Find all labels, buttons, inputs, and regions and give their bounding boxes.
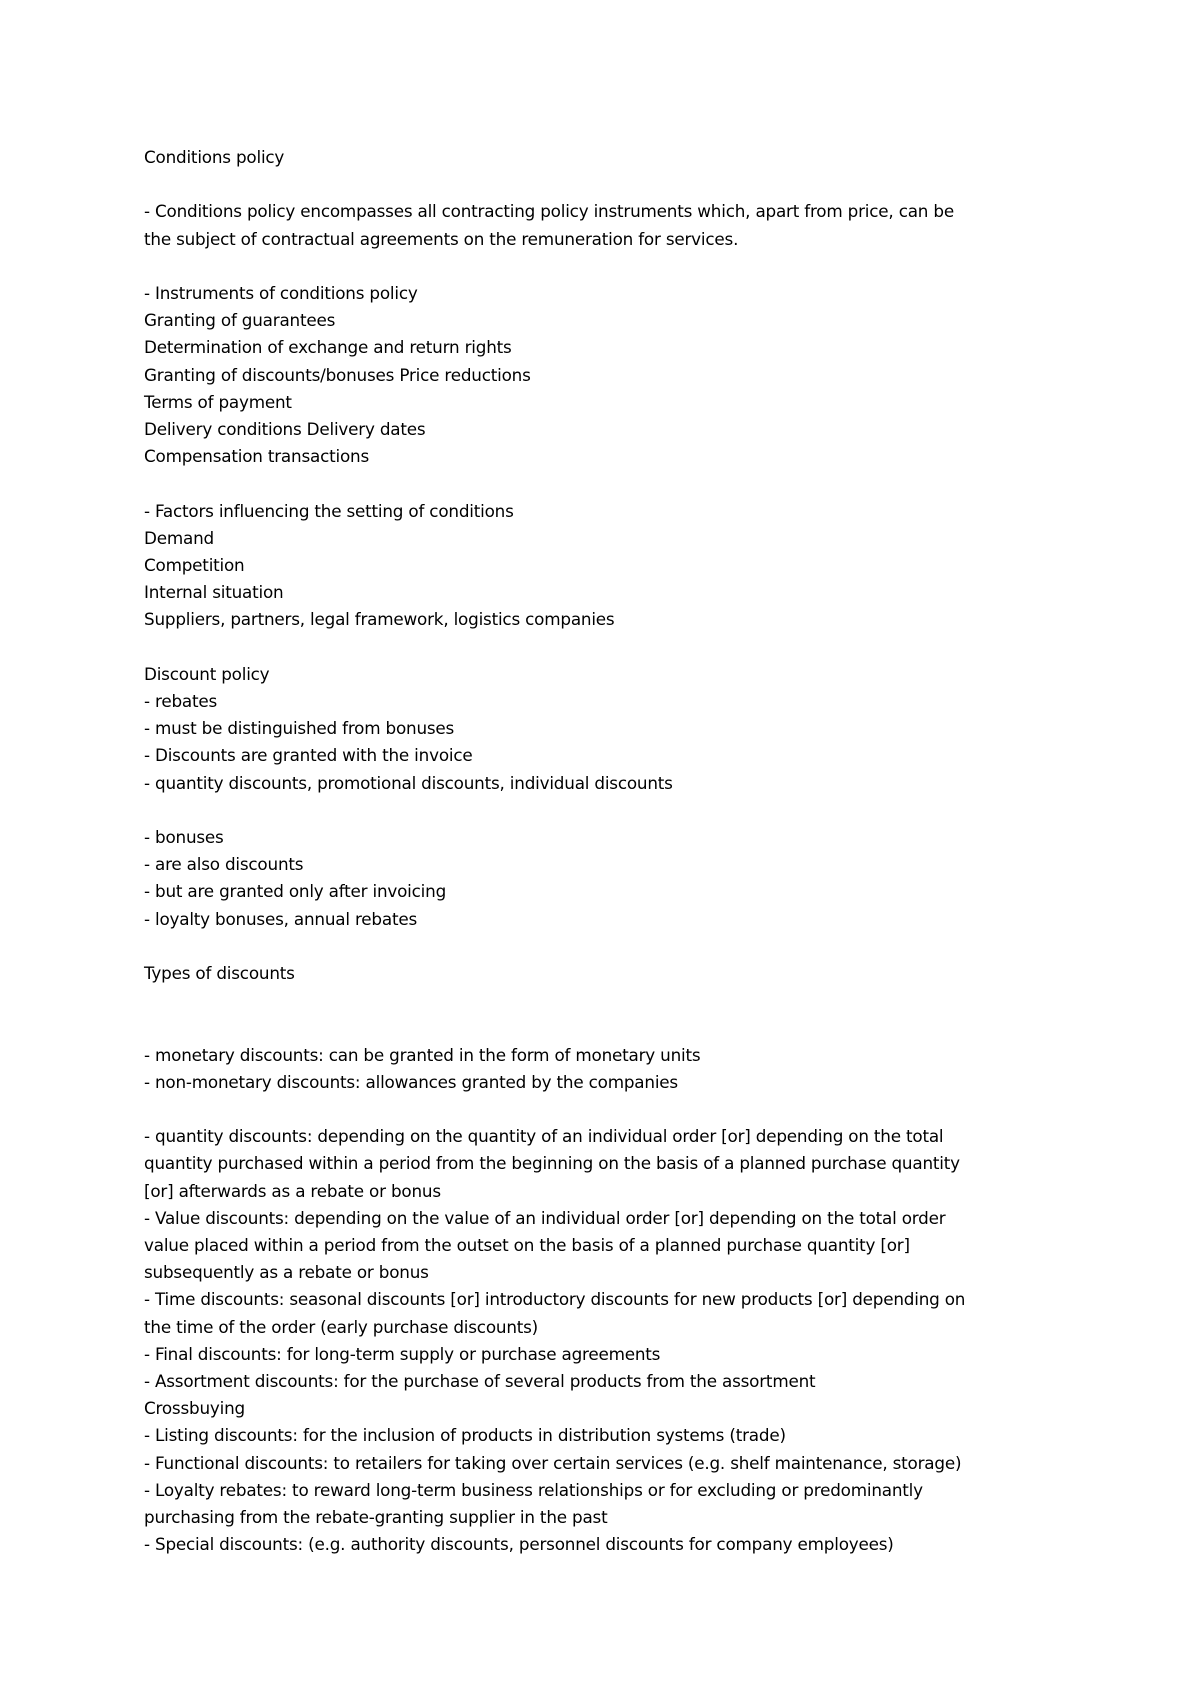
text-line: - quantity discounts: depending on the quantity of an individual order [or] depending on the total [144,1126,944,1147]
heading-conditions-policy: Conditions policy [144,147,285,167]
text-line: quantity purchased within a period from the beginning on the basis of a planned purchase quantity [144,1153,960,1174]
spacer [144,987,1064,1041]
list-heading: - Instruments of conditions policy [144,282,418,303]
list-item: Delivery conditions Delivery dates [144,419,426,439]
spacer [144,1096,1064,1123]
section-heading: Discount policy [144,663,270,684]
spacer [144,933,1064,960]
spacer [144,171,1064,198]
list-item: Determination of exchange and return rights [144,337,512,358]
text-line: the subject of contractual agreements on the remuneration for services. [144,228,739,249]
list-item: - but are granted only after invoicing [144,881,447,902]
text-line: - Special discounts: (e.g. authority discounts, personnel discounts for company employees) [144,1534,894,1555]
list-item: - rebates [144,691,218,711]
spacer [144,797,1064,824]
text-line: Crossbuying [144,1398,245,1419]
list-item: - loyalty bonuses, annual rebates [144,908,418,929]
list-item: - monetary discounts: can be granted in the form of monetary units [144,1044,701,1065]
factors-list [144,498,1064,634]
list-item: Terms of payment [144,391,292,412]
bonuses-section [144,824,1064,933]
text-line: the time of the order (early purchase discounts) [144,1316,539,1337]
list-item: Demand [144,527,214,548]
list-item: - Discounts are granted with the invoice [144,745,473,766]
list-item: Internal situation [144,582,284,603]
spacer [144,634,1064,661]
instruments-list [144,280,1064,470]
list-item: Granting of discounts/bonuses Price reductions [144,364,531,385]
discount-policy-section [144,661,1064,797]
text-line: purchasing from the rebate-granting supplier in the past [144,1507,608,1528]
list-item: - must be distinguished from bonuses [144,718,455,739]
text-line: - Loyalty rebates: to reward long-term business relationships or for excluding or predominantly [144,1479,923,1500]
text-line: - Value discounts: depending on the value of an individual order [or] depending on the total order [144,1207,946,1228]
text-line: - Final discounts: for long-term supply or purchase agreements [144,1343,661,1364]
list-item: Competition [144,555,245,575]
spacer [144,470,1064,497]
list-item: Compensation transactions [144,446,369,467]
list-item: - are also discounts [144,854,304,875]
text-line: value placed within a period from the outset on the basis of a planned purchase quantity [or] [144,1235,910,1255]
text-line: - Conditions policy encompasses all contracting policy instruments which, apart from price, can be [144,201,954,222]
intro-paragraph [144,198,1064,252]
list-heading: - Factors influencing the setting of conditions [144,500,514,521]
list-item: Suppliers, partners, legal framework, logistics companies [144,609,615,630]
list-heading: - bonuses [144,827,224,847]
text-line: subsequently as a rebate or bonus [144,1262,429,1283]
text-line: - Assortment discounts: for the purchase of several products from the assortment [144,1371,816,1392]
heading-types-of-discounts: Types of discounts [144,963,295,983]
document-page [144,144,1064,1558]
discount-details-section [144,1123,1064,1558]
list-item: - quantity discounts, promotional discounts, individual discounts [144,772,673,793]
list-item: - non-monetary discounts: allowances granted by the companies [144,1071,678,1092]
text-line: [or] afterwards as a rebate or bonus [144,1180,441,1201]
text-line: - Listing discounts: for the inclusion of products in distribution systems (trade) [144,1425,786,1446]
monetary-section [144,1042,1064,1096]
list-item: Granting of guarantees [144,310,336,331]
text-line: - Functional discounts: to retailers for taking over certain services (e.g. shelf maintenance, storage) [144,1452,962,1473]
spacer [144,253,1064,280]
text-line: - Time discounts: seasonal discounts [or] introductory discounts for new products [or] depending on [144,1289,966,1310]
